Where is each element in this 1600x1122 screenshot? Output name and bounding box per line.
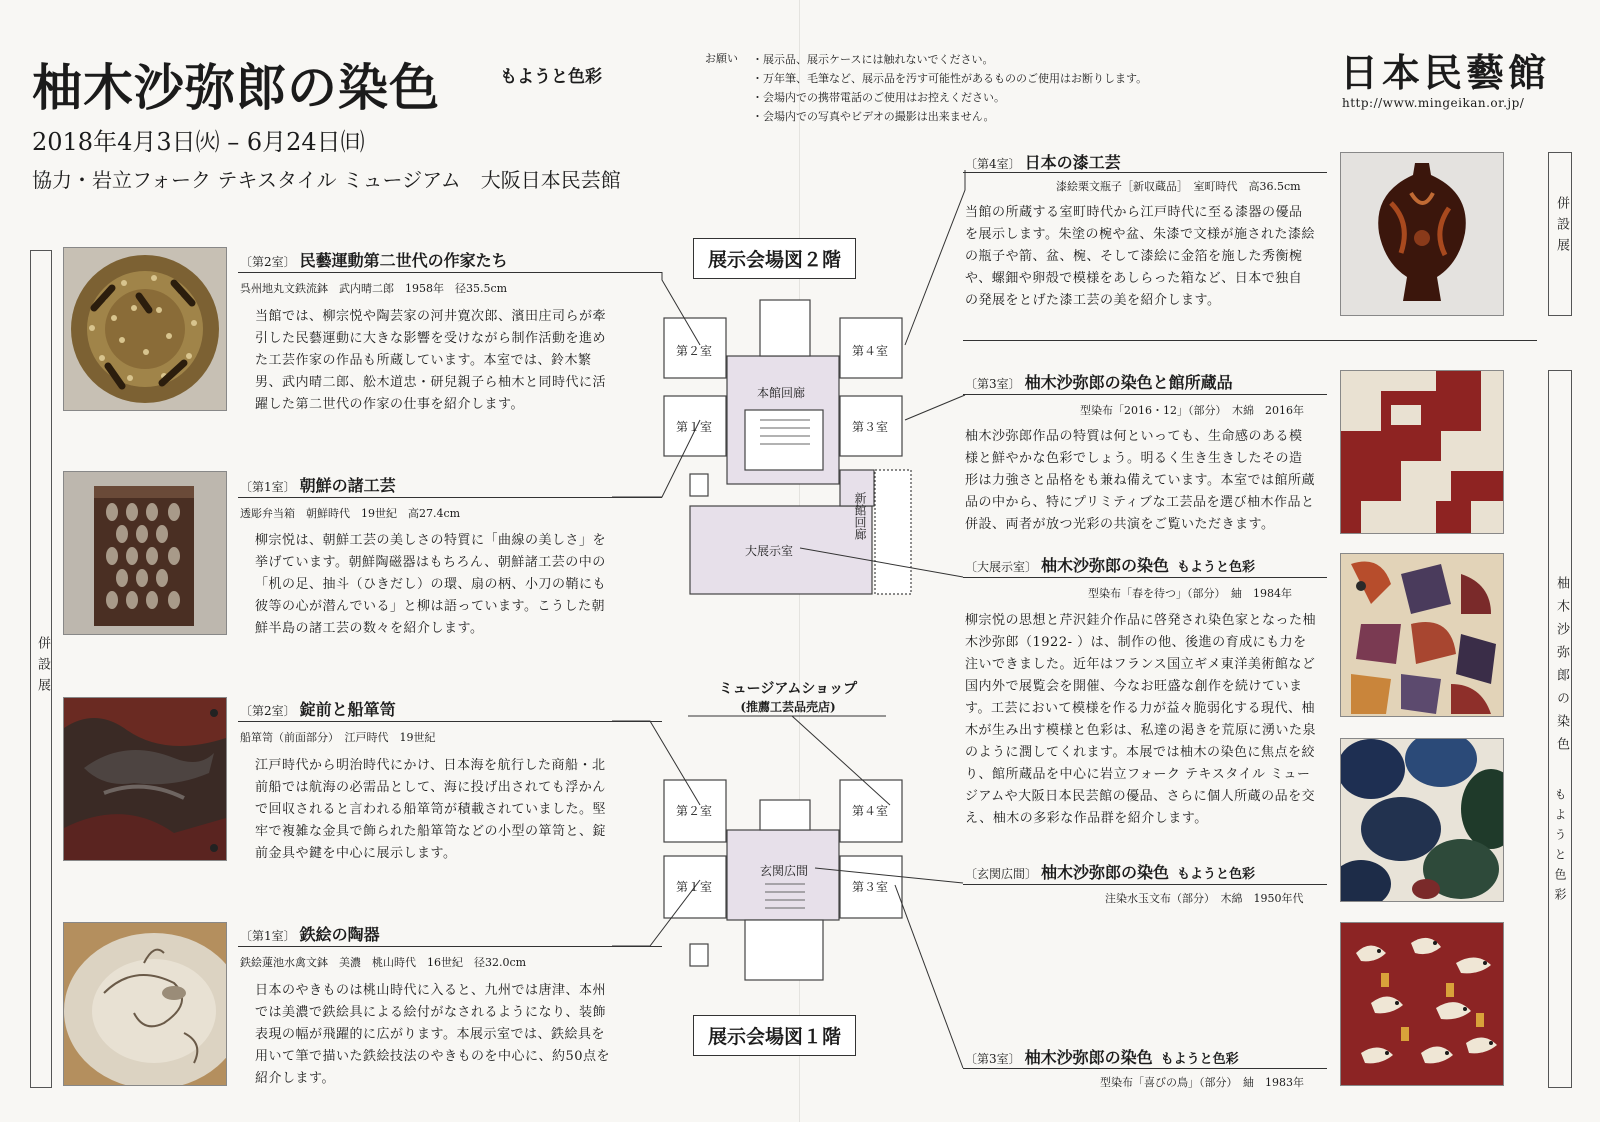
room-tag: 〔第4室〕 (965, 157, 1021, 171)
lower-room-3: 第３室 (852, 880, 889, 894)
upper-room-4: 第４室 (852, 344, 889, 358)
notice-label: お願い (705, 52, 738, 65)
item-caption: 型染布「喜びの鳥」（部分） 紬 1983年 (1100, 1076, 1304, 1089)
exhibition-subtitle: もようと色彩 (500, 67, 602, 87)
notice-item: ・ 会場内での写真やビデオの撮影は出来ません。 (752, 107, 1147, 126)
section-body: 日本のやきものは桃山時代に入ると、九州では唐津、本州では美濃で鉄絵具による絵付がなされるようになり、装飾表現の幅が飛躍的に広がります。本展示室では、鉄絵具を用いて筆で描いた鉄絵技法のやきものを中心に、約50点を紹介します。 (255, 983, 611, 1086)
item-caption: 透彫弁当箱 朝鮮時代 19世紀 高27.4cm (240, 507, 461, 520)
heading-rule (963, 394, 1327, 395)
new-corridor: 新館回廊 (853, 492, 867, 540)
section-subtitle: もようと色彩 (1177, 867, 1256, 882)
section-body: 江戸時代から明治時代にかけ、日本海を航行した商船・北前船では航海の必需品として、海に投げ出されても浮かんで回収されると言われる船箪笥が積載されていました。堅牢で複雑な金具で飾られた船箪笥などの小型の箪笥と、錠前金具や鍵を中心に展示します。 (255, 758, 607, 861)
main-corridor: 本館回廊 (757, 386, 806, 400)
right-top-side-label: 併設展 (1554, 196, 1569, 259)
section-heading (965, 860, 1255, 883)
section-title: 民藝運動第二世代の作家たち (299, 251, 508, 270)
room-tag: 〔第3室〕 (965, 1052, 1021, 1066)
section-title: 柚木沙弥郎の染色 (1024, 1048, 1153, 1067)
notice-item: ・ 展示品、展示ケースには触れないでください。 (752, 50, 1147, 69)
room-tag: 〔第2室〕 (240, 704, 296, 718)
exhibition-title: 柚木沙弥郎の染色 (32, 58, 440, 117)
section-heading (965, 150, 1121, 173)
item-caption: 漆絵栗文瓶子［新収蔵品］ 室町時代 高36.5cm (1056, 180, 1301, 193)
room-tag: 〔第1室〕 (240, 929, 296, 943)
heading-rule (963, 884, 1327, 885)
lower-room-2: 第２室 (676, 804, 713, 818)
textile-spring-image (1340, 553, 1504, 717)
section-title: 柚木沙弥郎の染色と館所蔵品 (1024, 373, 1233, 392)
upper-room-2: 第２室 (676, 344, 713, 358)
upper-room-1: 第１室 (676, 420, 713, 434)
shop-subname: (推薦工芸品売店) (740, 700, 836, 714)
section-body: 柚木沙弥郎作品の特質は何といっても、生命感のある模様と鮮やかな色彩でしょう。明るく生き生きしたその造形は力強さと品格をも兼ね備えています。本室では館所蔵品の中から、特にプリミティブな工芸品を選び柚木作品と併設、両者が放つ光彩の共演をご覧いただきます。 (965, 429, 1315, 532)
item-caption: 呉州地丸文鉄流鉢 武内晴二郎 1958年 径35.5cm (240, 282, 508, 295)
textile-polka-image (1340, 738, 1504, 902)
section-body: 当館では、柳宗悦や陶芸家の河井寛次郎、濱田庄司らが牽引した民藝運動に大きな影響を受けながら制作活動を進めた工芸作家の作品も所蔵しています。本室では、鈴木繁男、武内晴二郎、舩木道忠・研兒親子ら柚木と同時代に活躍した第二世代の作家の仕事を紹介します。 (255, 309, 607, 412)
section-title: 朝鮮の諸工芸 (299, 476, 396, 495)
item-caption: 型染布「春を待つ」（部分） 紬 1984年 (1088, 587, 1292, 600)
section-heading (965, 553, 1255, 576)
room-tag: 〔玄関広間〕 (965, 867, 1038, 881)
section-body: 柳宗悦は、朝鮮工芸の美しさの特質に「曲線の美しさ」を挙げています。朝鮮陶磁器はもちろん、朝鮮諸工芸の中の「机の足、抽斗（ひきだし）の環、扇の柄、小刀の鞘にも彼等の心が潜んでいる」と柳は語っています。こうした朝鮮半島の諸工芸の数々を紹介します。 (255, 533, 607, 636)
lower-room-1: 第１室 (676, 880, 713, 894)
big-exhibition-hall: 大展示室 (745, 544, 794, 558)
notice-item: ・ 会場内での携帯電話のご使用はお控えください。 (752, 88, 1147, 107)
section-body: 柳宗悦の思想と芹沢銈介作品に啓発され染色家となった柚木沙弥郎（1922- ）は、制作の他、後進の育成にも力を注いできました。近年はフランス国立ギメ東洋美術館など国内外で展覧会を開催、今なお旺盛な創作を続けています。工芸において模様を作る力が益々脆弱化する現代、柚木が生み出す模様と色彩は、私達の渇きを荒原に湧いた泉のように潤してくれます。本展では柚木の染色に焦点を絞り、館所蔵品を中心に岩立フォーク テキスタイル ミュージアムや大阪日本民芸館の優品、さらに個人所蔵の品を交え、柚木の多彩な作品群を紹介します。 (965, 613, 1317, 826)
exhibition-dates: 2018年4月3日㈫ – 6月24日㈰ (32, 128, 365, 156)
heading-rule (963, 577, 1327, 578)
left-side-label: 併設展 (35, 636, 50, 699)
section-title: 日本の漆工芸 (1024, 153, 1121, 172)
section-heading (965, 1045, 1239, 1068)
item-caption: 型染布「2016・12」（部分） 木綿 2016年 (1080, 404, 1304, 417)
section-title: 錠前と船箪笥 (299, 700, 396, 719)
right-bottom-side-sublabel: もようと色彩 (1553, 788, 1567, 908)
lower-floor-label: 展示会場図１階 (693, 1015, 856, 1056)
room-tag: 〔第2室〕 (240, 255, 296, 269)
section-title: 柚木沙弥郎の染色 (1041, 556, 1170, 575)
item-caption: 船箪笥（前面部分） 江戸時代 19世紀 (240, 731, 436, 744)
section-subtitle: もようと色彩 (1160, 1052, 1239, 1067)
museum-url[interactable]: http://www.mingeikan.or.jp/ (1342, 96, 1525, 110)
room-tag: 〔第3室〕 (965, 377, 1021, 391)
section-heading (965, 370, 1233, 393)
shop-name: ミュージアムショップ (718, 681, 858, 697)
heading-rule (963, 1068, 1327, 1069)
item-caption: 鉄絵蓮池水禽文鉢 美濃 桃山時代 16世紀 径32.0cm (240, 956, 527, 969)
notice-item: ・ 万年筆、毛筆など、展示品を汚す可能性があるもののご使用はお断りします。 (752, 69, 1147, 88)
upper-room-3: 第３室 (852, 420, 889, 434)
section-title: 鉄絵の陶器 (299, 925, 380, 944)
upper-floor-label: 展示会場図２階 (693, 238, 856, 279)
item-caption: 注染水玉文布（部分） 木綿 1950年代 (1105, 892, 1304, 905)
room-tag: 〔大展示室〕 (965, 560, 1038, 574)
section-title: 柚木沙弥郎の染色 (1041, 863, 1170, 882)
cooperation-text: 協力・岩立フォーク テキスタイル ミュージアム 大阪日本民芸館 (32, 168, 621, 192)
heading-rule (963, 172, 1327, 173)
textile-birds-image (1340, 922, 1504, 1086)
museum-logo: 日本民藝館 (1340, 51, 1551, 95)
lacquer-vase-image (1340, 152, 1504, 316)
section-divider (963, 340, 1537, 341)
right-bottom-side-label: 柚木沙弥郎の染色 (1554, 576, 1569, 760)
lower-room-4: 第４室 (852, 804, 889, 818)
textile-2016-image (1340, 370, 1504, 534)
section-body: 当館の所蔵する室町時代から江戸時代に至る漆器の優品を展示します。朱塗の椀や盆、朱漆で文様が施された漆絵の瓶子や箭、盆、椀、そして漆絵に金箔を施した秀衡椀や、螺鈿や卵殻で模様をあしらった箱など、日本で独自の発展をとげた漆工芸の美を紹介します。 (965, 205, 1315, 308)
entrance-hall: 玄関広間 (760, 864, 809, 878)
section-subtitle: もようと色彩 (1177, 560, 1256, 575)
room-tag: 〔第1室〕 (240, 480, 296, 494)
